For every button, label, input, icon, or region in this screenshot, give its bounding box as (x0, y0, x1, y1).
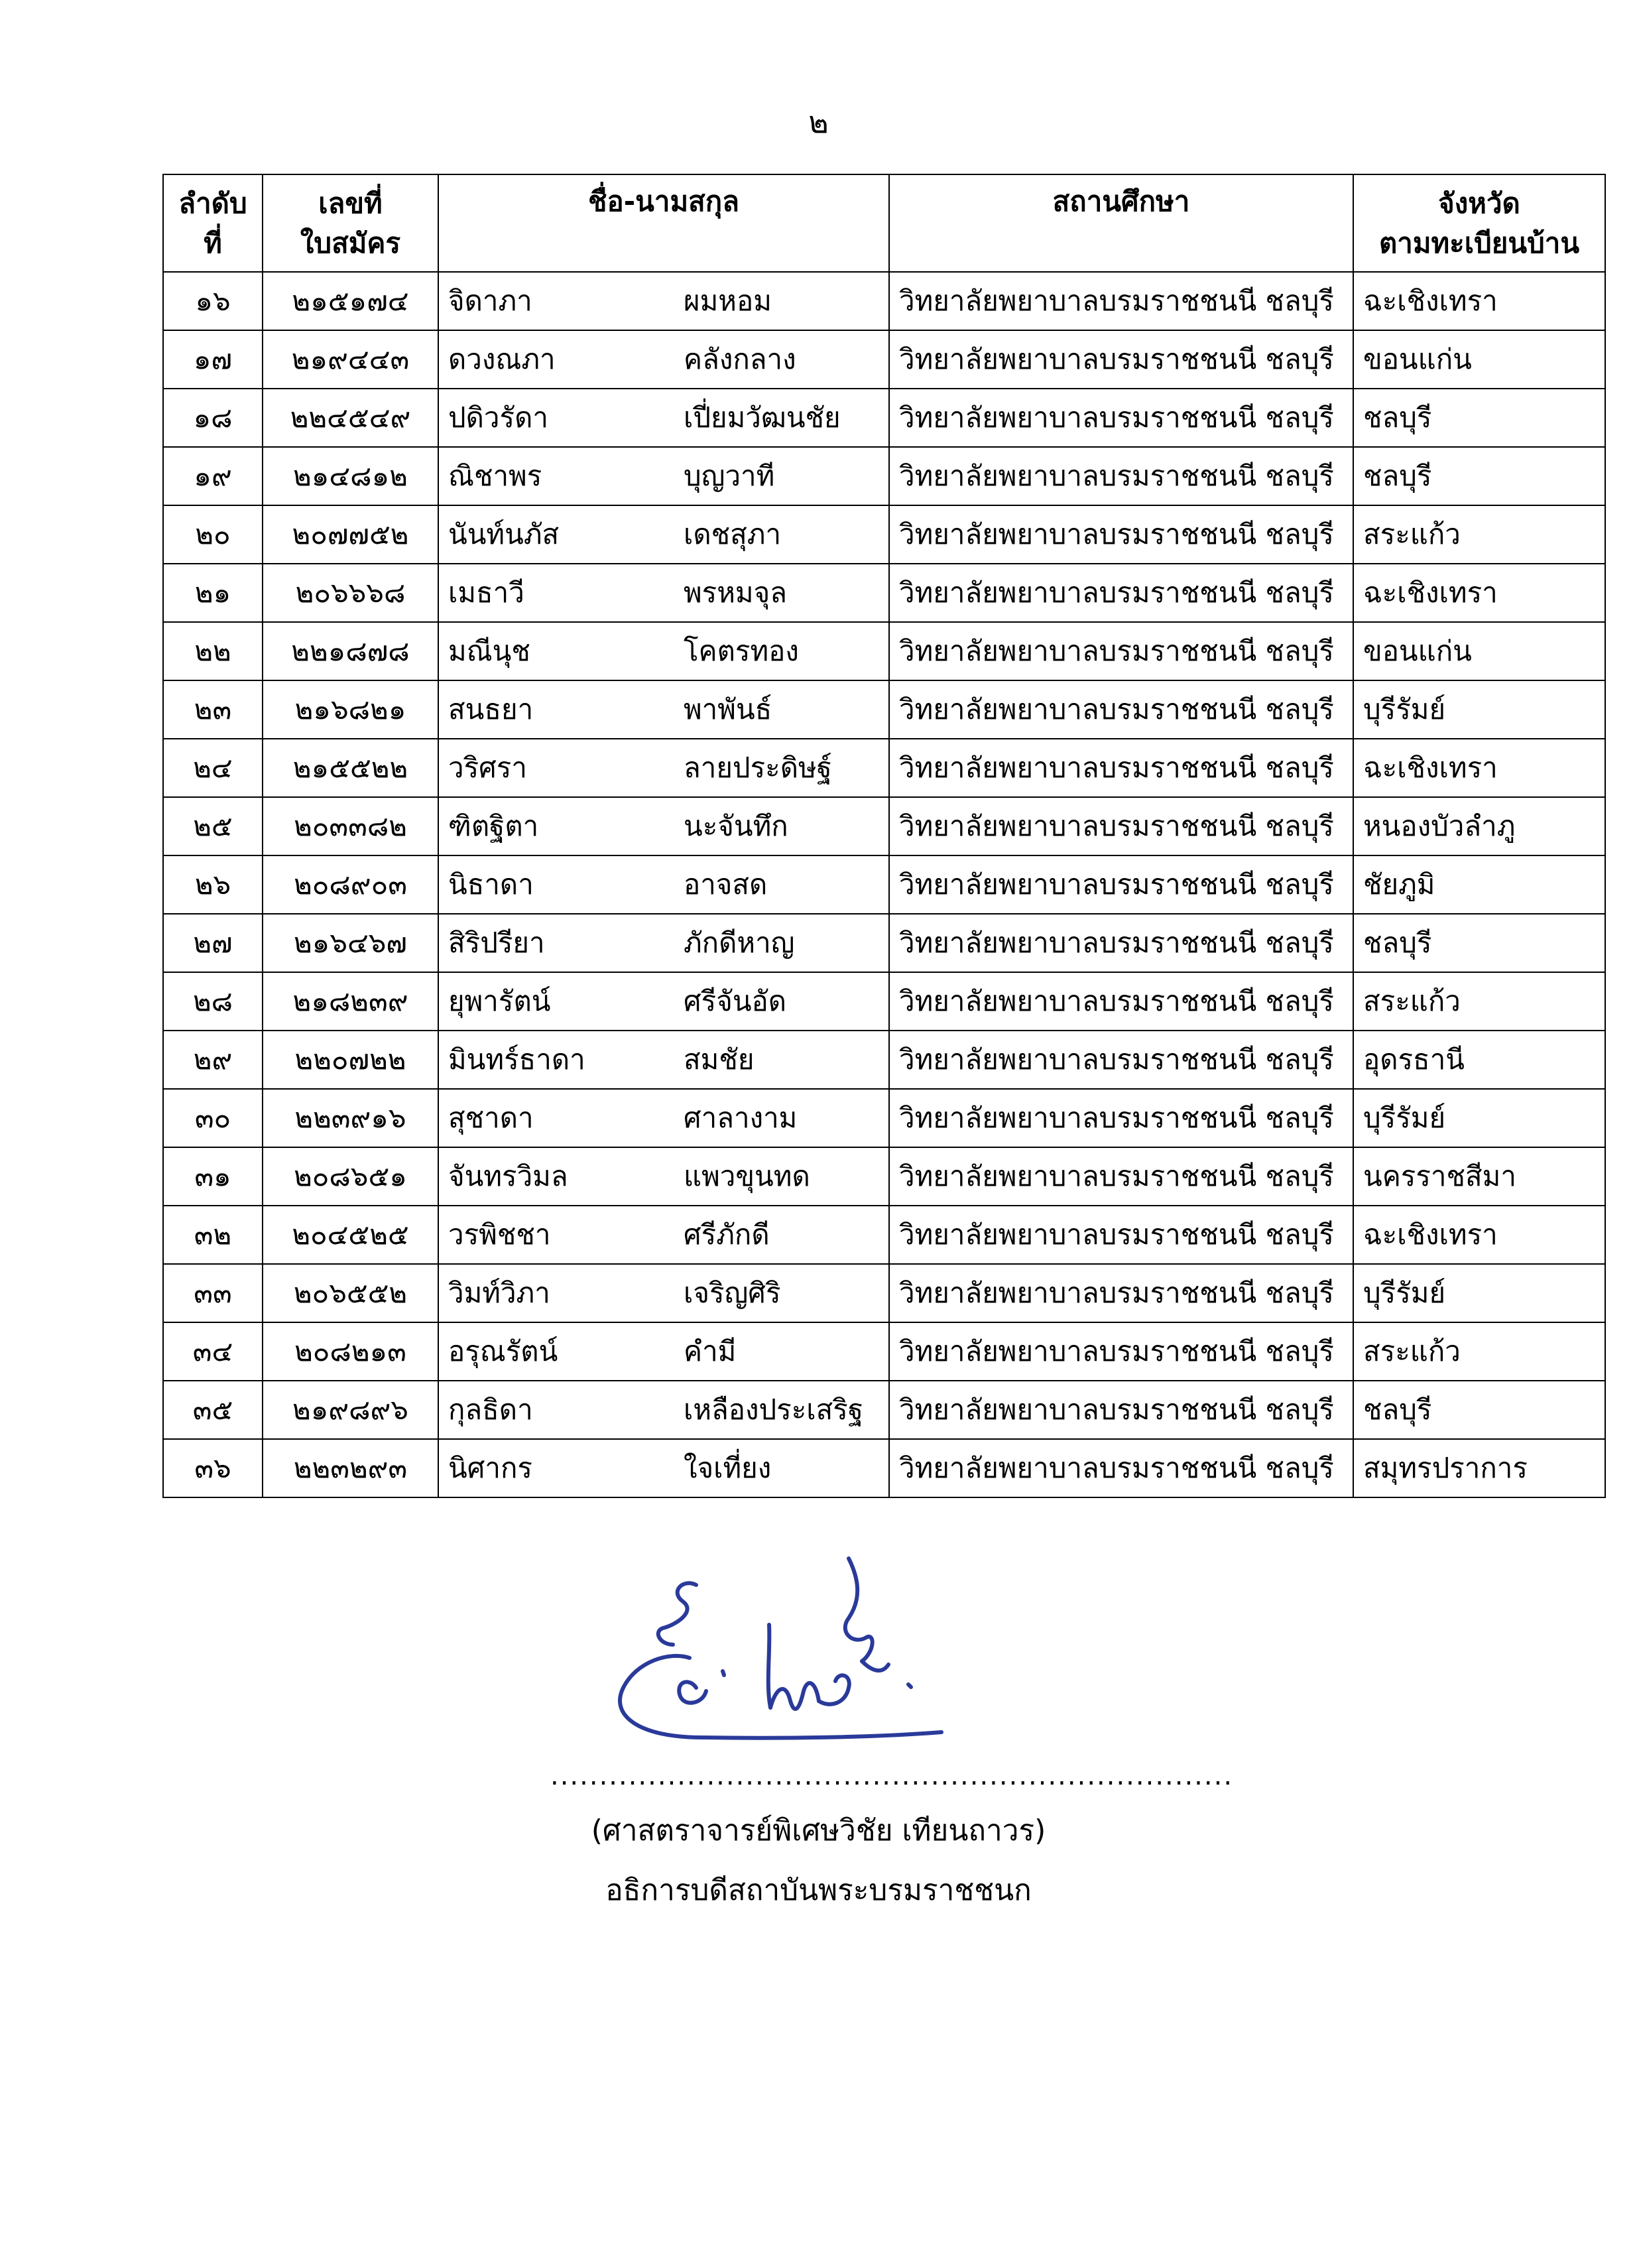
cell-name (438, 330, 889, 389)
header-order-line1: ลำดับ (178, 186, 247, 220)
cell-province: สระแก้ว (1353, 505, 1605, 564)
signature-line: ...................................................................... (550, 1761, 1234, 1791)
cell-application-no: ๒๑๖๘๒๑ (263, 680, 438, 739)
cell-application-no: ๒๑๖๔๖๗ (263, 914, 438, 972)
first-name: สิริปรียา (448, 926, 545, 959)
header-school (889, 174, 1353, 272)
cell-province: ชลบุรี (1353, 447, 1605, 505)
first-name: ณิชาพร (448, 460, 542, 492)
cell-school: วิทยาลัยพยาบาลบรมราชชนนี ชลบุรี (889, 914, 1353, 972)
cell-application-no: ๒๑๘๒๓๙ (263, 972, 438, 1031)
table-body (163, 272, 1605, 1497)
first-name: ปดิวรัดา (448, 401, 548, 434)
cell-name (438, 914, 889, 972)
cell-name (438, 972, 889, 1031)
cell-school: วิทยาลัยพยาบาลบรมราชชนนี ชลบุรี (889, 1089, 1353, 1147)
last-name: เดชสุภา (684, 518, 782, 550)
cell-name (438, 1264, 889, 1322)
cell-application-no: ๒๑๕๑๗๔ (263, 272, 438, 330)
signer-name: (ศาสตราจารย์พิเศษวิชัย เทียนถาวร) (591, 1814, 1046, 1848)
cell-province: ขอนแก่น (1353, 622, 1605, 680)
table-row (163, 914, 1605, 972)
cell-school: วิทยาลัยพยาบาลบรมราชชนนี ชลบุรี (889, 564, 1353, 622)
header-province (1353, 174, 1605, 272)
cell-province: สระแก้ว (1353, 972, 1605, 1031)
table-row (163, 739, 1605, 797)
cell-province: ฉะเชิงเทรา (1353, 272, 1605, 330)
cell-name (438, 389, 889, 447)
first-name: กุลธิดา (448, 1393, 533, 1426)
cell-application-no: ๒๐๘๙๐๓ (263, 855, 438, 914)
cell-order: ๒๙ (163, 1031, 263, 1089)
first-name: วริศรา (448, 751, 527, 784)
first-name: สนธยา (448, 693, 534, 725)
first-name: จันทรวิมล (448, 1160, 568, 1192)
cell-province: บุรีรัมย์ (1353, 1089, 1605, 1147)
table-row (163, 797, 1605, 855)
first-name: อรุณรัตน์ (448, 1335, 558, 1367)
header-name-text: ชื่อ-นามสกุล (588, 185, 739, 218)
cell-province: บุรีรัมย์ (1353, 1264, 1605, 1322)
last-name: อาจสด (684, 868, 768, 901)
cell-province: ขอนแก่น (1353, 330, 1605, 389)
cell-application-no: ๒๐๖๕๕๒ (263, 1264, 438, 1322)
cell-order: ๒๗ (163, 914, 263, 972)
cell-application-no: ๒๒๑๘๗๘ (263, 622, 438, 680)
cell-application-no: ๒๐๘๒๑๓ (263, 1322, 438, 1381)
cell-province: สมุทรปราการ (1353, 1439, 1605, 1497)
cell-application-no: ๒๐๗๗๕๒ (263, 505, 438, 564)
table-row (163, 1381, 1605, 1439)
cell-order: ๓๐ (163, 1089, 263, 1147)
cell-school: วิทยาลัยพยาบาลบรมราชชนนี ชลบุรี (889, 739, 1353, 797)
table-row (163, 505, 1605, 564)
cell-name (438, 739, 889, 797)
first-name: วิมท์วิภา (448, 1277, 550, 1309)
last-name: เปี่ยมวัฒนชัย (684, 401, 841, 434)
cell-name (438, 447, 889, 505)
header-order-line2: ที่ (204, 226, 222, 259)
header-school-text: สถานศึกษา (1052, 185, 1190, 218)
cell-school: วิทยาลัยพยาบาลบรมราชชนนี ชลบุรี (889, 505, 1353, 564)
cell-province: ฉะเชิงเทรา (1353, 564, 1605, 622)
cell-province: ฉะเชิงเทรา (1353, 739, 1605, 797)
signer-title: อธิการบดีสถาบันพระบรมราชชนก (605, 1873, 1032, 1907)
header-app-line2: ใบสมัคร (300, 226, 401, 259)
last-name: โคตรทอง (684, 635, 799, 667)
cell-province: ฉะเชิงเทรา (1353, 1206, 1605, 1264)
cell-order: ๒๐ (163, 505, 263, 564)
last-name: ใจเที่ยง (684, 1452, 772, 1484)
table-row (163, 972, 1605, 1031)
last-name: ศรีจันอัด (684, 985, 787, 1017)
cell-order: ๑๘ (163, 389, 263, 447)
cell-name (438, 1147, 889, 1206)
cell-name (438, 1031, 889, 1089)
cell-application-no: ๒๑๔๘๑๒ (263, 447, 438, 505)
cell-order: ๓๑ (163, 1147, 263, 1206)
first-name: จิดาภา (448, 284, 532, 317)
header-name (438, 174, 889, 272)
cell-province: นครราชสีมา (1353, 1147, 1605, 1206)
cell-school: วิทยาลัยพยาบาลบรมราชชนนี ชลบุรี (889, 1322, 1353, 1381)
cell-name (438, 1322, 889, 1381)
table-row (163, 272, 1605, 330)
cell-province: ชัยภูมิ (1353, 855, 1605, 914)
cell-application-no: ๒๑๕๕๒๒ (263, 739, 438, 797)
cell-school: วิทยาลัยพยาบาลบรมราชชนนี ชลบุรี (889, 1264, 1353, 1322)
cell-name (438, 1439, 889, 1497)
table-row (163, 855, 1605, 914)
cell-application-no: ๒๑๙๘๙๖ (263, 1381, 438, 1439)
table-row (163, 1089, 1605, 1147)
cell-application-no: ๒๐๓๓๘๒ (263, 797, 438, 855)
cell-application-no: ๒๐๘๖๕๑ (263, 1147, 438, 1206)
cell-order: ๑๙ (163, 447, 263, 505)
last-name: ลายประดิษฐ์ (684, 751, 832, 784)
last-name: พาพันธ์ (684, 693, 772, 725)
cell-school: วิทยาลัยพยาบาลบรมราชชนนี ชลบุรี (889, 272, 1353, 330)
cell-school: วิทยาลัยพยาบาลบรมราชชนนี ชลบุรี (889, 972, 1353, 1031)
cell-school: วิทยาลัยพยาบาลบรมราชชนนี ชลบุรี (889, 389, 1353, 447)
table-row (163, 622, 1605, 680)
last-name: คลังกลาง (684, 343, 796, 375)
cell-name (438, 1089, 889, 1147)
last-name: เหลืองประเสริฐ (684, 1393, 864, 1426)
last-name: สมชัย (684, 1043, 755, 1076)
cell-order: ๑๖ (163, 272, 263, 330)
header-province-line1: จังหวัด (1438, 186, 1520, 220)
cell-province: ชลบุรี (1353, 1381, 1605, 1439)
first-name: ดวงณภา (448, 343, 556, 375)
table-row (163, 1206, 1605, 1264)
cell-name (438, 680, 889, 739)
first-name: นิธาดา (448, 868, 534, 901)
cell-order: ๑๗ (163, 330, 263, 389)
last-name: ศรีภักดี (684, 1218, 770, 1251)
cell-school: วิทยาลัยพยาบาลบรมราชชนนี ชลบุรี (889, 797, 1353, 855)
cell-name (438, 505, 889, 564)
table-row (163, 330, 1605, 389)
last-name: ภักดีหาญ (684, 926, 795, 959)
cell-order: ๒๖ (163, 855, 263, 914)
table-row (163, 1264, 1605, 1322)
cell-application-no: ๒๐๖๖๖๘ (263, 564, 438, 622)
cell-province: หนองบัวลำภู (1353, 797, 1605, 855)
cell-application-no: ๒๒๓๒๙๓ (263, 1439, 438, 1497)
page-number: ๒ (808, 104, 829, 140)
last-name: นะจันทึก (684, 810, 788, 842)
cell-order: ๒๔ (163, 739, 263, 797)
cell-order: ๒๒ (163, 622, 263, 680)
last-name: พรหมจุล (684, 576, 787, 609)
cell-order: ๒๓ (163, 680, 263, 739)
cell-application-no: ๒๒๓๙๑๖ (263, 1089, 438, 1147)
last-name: ศาลางาม (684, 1102, 798, 1134)
cell-school: วิทยาลัยพยาบาลบรมราชชนนี ชลบุรี (889, 330, 1353, 389)
header-app-line1: เลขที่ (318, 186, 383, 220)
cell-school: วิทยาลัยพยาบาลบรมราชชนนี ชลบุรี (889, 1381, 1353, 1439)
table-row (163, 1031, 1605, 1089)
cell-application-no: ๒๑๙๔๔๓ (263, 330, 438, 389)
cell-school: วิทยาลัยพยาบาลบรมราชชนนี ชลบุรี (889, 447, 1353, 505)
first-name: ยุพารัตน์ (448, 985, 551, 1017)
cell-application-no: ๒๐๔๕๒๕ (263, 1206, 438, 1264)
cell-order: ๒๕ (163, 797, 263, 855)
last-name: เจริญศิริ (684, 1277, 781, 1309)
signature (597, 1545, 1028, 1791)
cell-order: ๓๔ (163, 1322, 263, 1381)
table-header-row (163, 174, 1605, 272)
cell-school: วิทยาลัยพยาบาลบรมราชชนนี ชลบุรี (889, 622, 1353, 680)
first-name: นันท์นภัส (448, 518, 560, 550)
table-row (163, 389, 1605, 447)
cell-order: ๒๘ (163, 972, 263, 1031)
table-row (163, 447, 1605, 505)
cell-province: สระแก้ว (1353, 1322, 1605, 1381)
applicant-table (162, 174, 1606, 1498)
cell-order: ๓๖ (163, 1439, 263, 1497)
cell-school: วิทยาลัยพยาบาลบรมราชชนนี ชลบุรี (889, 1147, 1353, 1206)
cell-application-no: ๒๒๐๗๒๒ (263, 1031, 438, 1089)
cell-order: ๒๑ (163, 564, 263, 622)
first-name: วรพิชชา (448, 1218, 551, 1251)
cell-name (438, 1381, 889, 1439)
last-name: คำมี (684, 1335, 737, 1367)
last-name: ผมหอม (684, 284, 772, 317)
cell-school: วิทยาลัยพยาบาลบรมราชชนนี ชลบุรี (889, 855, 1353, 914)
cell-name (438, 1206, 889, 1264)
table-row (163, 1322, 1605, 1381)
header-application-no (263, 174, 438, 272)
last-name: บุญวาที (684, 460, 775, 492)
cell-name (438, 622, 889, 680)
cell-name (438, 797, 889, 855)
table-row (163, 564, 1605, 622)
cell-school: วิทยาลัยพยาบาลบรมราชชนนี ชลบุรี (889, 1439, 1353, 1497)
cell-school: วิทยาลัยพยาบาลบรมราชชนนี ชลบุรี (889, 1206, 1353, 1264)
last-name: แพวขุนทด (684, 1160, 810, 1192)
cell-name (438, 855, 889, 914)
cell-order: ๓๓ (163, 1264, 263, 1322)
cell-province: ชลบุรี (1353, 914, 1605, 972)
cell-order: ๓๒ (163, 1206, 263, 1264)
first-name: เมธาวี (448, 576, 524, 609)
first-name: มณีนุช (448, 635, 530, 667)
cell-school: วิทยาลัยพยาบาลบรมราชชนนี ชลบุรี (889, 680, 1353, 739)
first-name: ฑิตฐิตา (448, 810, 539, 842)
header-province-line2: ตามทะเบียนบ้าน (1378, 226, 1580, 259)
table-row (163, 1147, 1605, 1206)
cell-application-no: ๒๒๔๕๔๙ (263, 389, 438, 447)
cell-name (438, 272, 889, 330)
first-name: มินทร์ธาดา (448, 1043, 585, 1076)
first-name: นิศากร (448, 1452, 532, 1484)
cell-province: อุดรธานี (1353, 1031, 1605, 1089)
first-name: สุชาดา (448, 1102, 534, 1134)
table-row (163, 680, 1605, 739)
table-row (163, 1439, 1605, 1497)
cell-province: ชลบุรี (1353, 389, 1605, 447)
cell-order: ๓๕ (163, 1381, 263, 1439)
cell-province: บุรีรัมย์ (1353, 680, 1605, 739)
cell-school: วิทยาลัยพยาบาลบรมราชชนนี ชลบุรี (889, 1031, 1353, 1089)
header-order (163, 174, 263, 272)
cell-name (438, 564, 889, 622)
